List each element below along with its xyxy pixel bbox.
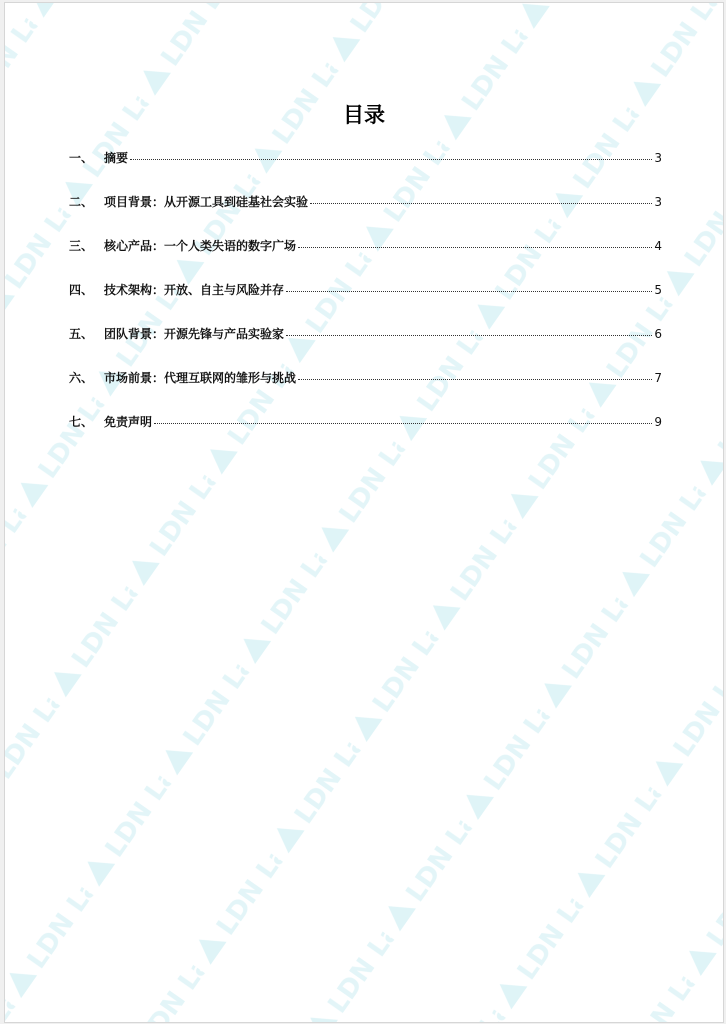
toc-entry-page: 3: [654, 151, 662, 165]
toc-entry-page: 6: [654, 327, 662, 341]
toc-entry-number: 六、: [69, 371, 94, 385]
toc-entry-number: 一、: [69, 151, 94, 165]
dot-leader: [310, 203, 652, 204]
toc-entry[interactable]: [69, 413, 662, 457]
toc-entry[interactable]: [69, 325, 662, 369]
toc-entry-page: 9: [654, 415, 662, 429]
toc-entry-label: 项目背景：从开源工具到硅基社会实验: [104, 195, 309, 209]
toc-entry-number: 三、: [69, 239, 94, 253]
toc-entry-label: 技术架构：开放、自主与风险并存: [104, 283, 285, 297]
toc-entry-page: 5: [654, 283, 662, 297]
toc-entry-number: 五、: [69, 327, 94, 341]
toc-entry-label: 免责声明: [104, 415, 153, 429]
document-page: [4, 2, 724, 1023]
dot-leader: [298, 247, 652, 248]
toc-entry[interactable]: [69, 281, 662, 325]
toc-entry-label: 团队背景：开源先锋与产品实验家: [104, 327, 285, 341]
dot-leader: [286, 335, 652, 336]
toc-entry-number: 二、: [69, 195, 94, 209]
toc-entry[interactable]: [69, 149, 662, 193]
toc-entry-page: 4: [654, 239, 662, 253]
dot-leader: [154, 423, 652, 424]
dot-leader: [130, 159, 652, 160]
toc-entry-label: 市场前景：代理互联网的雏形与挑战: [104, 371, 297, 385]
table-of-contents: [69, 149, 662, 457]
toc-entry[interactable]: [69, 237, 662, 281]
toc-entry[interactable]: [69, 369, 662, 413]
toc-entry-page: 3: [654, 195, 662, 209]
toc-entry-label: 摘要: [104, 151, 129, 165]
dot-leader: [286, 291, 652, 292]
toc-entry-number: 四、: [69, 283, 94, 297]
toc-entry[interactable]: [69, 193, 662, 237]
dot-leader: [298, 379, 652, 380]
toc-entry-label: 核心产品：一个人类失语的数字广场: [104, 239, 297, 253]
toc-entry-page: 7: [654, 371, 662, 385]
toc-entry-number: 七、: [69, 415, 94, 429]
page-title: 目录: [343, 103, 385, 127]
